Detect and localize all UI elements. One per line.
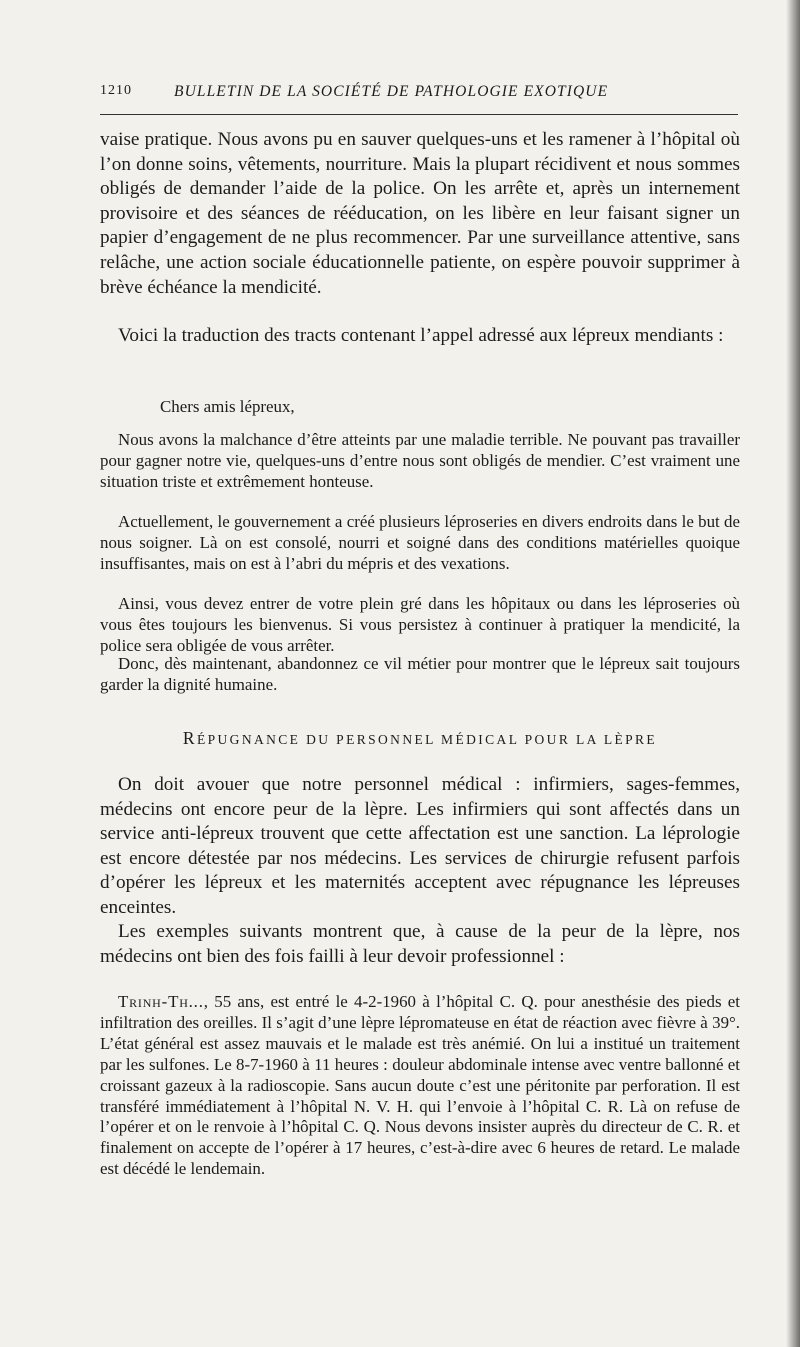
tract-paragraph-4: Donc, dès maintenant, abandonnez ce vil métier pour montrer que le lépreux sait toujours garder la dignité humaine.: [100, 654, 740, 694]
body-paragraph-3: On doit avouer que notre personnel médical : infirmiers, sages-femmes, médecins ont encore peur de la lèpre. Les infirmiers qui sont affectés dans un service anti-lépreux trouvent que cette affectation est une sanction. La léprologie est encore détestée par nos médecins. Les services de chirurgie refusent parfois d’opérer les lépreux et les maternités acceptent avec répugnance les lépreuses enceintes.: [100, 774, 740, 918]
body-paragraph-4: Les exemples suivants montrent que, à cause de la peur de la lèpre, nos médecins ont bien des fois failli à leur devoir professionnel :: [100, 921, 740, 967]
section-heading-initial: R: [182, 728, 197, 748]
tract-paragraph-2: Actuellement, le gouvernement a créé plusieurs léproseries en divers endroits dans le but de nous soigner. Là on est consolé, nourri et soigné dans des conditions matérielles quoique insuffisantes, mais on est à l’abri du mépris et des vexations.: [100, 512, 740, 573]
patient-name: Trinh-Th...: [118, 992, 204, 1011]
page-number: 1210: [100, 83, 132, 98]
tract-paragraph-3: Ainsi, vous devez entrer de votre plein gré dans les hôpitaux ou dans les léproseries où vous êtes toujours les bienvenus. Si vous persistez à continuer à pratiquer la mendicité, la police sera obligée de vous arrêter.: [100, 594, 740, 655]
running-header: [100, 80, 740, 106]
tract-salutation: Chers amis lépreux,: [160, 397, 295, 416]
header-rule: [100, 114, 738, 115]
case-report-paragraph: [100, 992, 740, 1180]
body-paragraph-1: vaise pratique. Nous avons pu en sauver quelques-uns et les ramener à l’hôpital où l’on donne soins, vêtements, nourriture. Mais la plupart récidivent et nous sommes obligés de demander l’aide de la police. On les arrête et, après un internement provisoire et des séances de rééducation, on les libère en leur faisant signer un papier d’engagement de ne plus recommencer. Par une surveillance attentive, sans relâche, une action sociale éducationnelle patiente, on espère pouvoir supprimer à brève échéance la mendicité.: [100, 129, 740, 298]
binding-shadow: [786, 0, 800, 1347]
body-paragraph-2: Voici la traduction des tracts contenant l’appel adressé aux lépreux mendiants :: [118, 325, 724, 346]
case-report-text: , 55 ans, est entré le 4-2-1960 à l’hôpital C. Q. pour anesthésie des pieds et infiltration des oreilles. Il s’agit d’une lèpre lépromateuse en état de réaction avec fièvre à 39°. L’état général est assez mauvais et le malade est très anémié. On lui a institué un traitement par les sulfones. Le 8-7-1960 à 11 heures : douleur abdominale intense avec ventre ballonné et croissant gazeux à la radioscopie. Sans aucun doute c’est une péritonite par perforation. Il est transféré immédiatement à l’hôpital N. V. H. qui l’envoie à l’hôpital C. R. Là on refuse de l’opérer et on le renvoie à l’hôpital C. Q. Nous devons insister auprès du directeur de C. R. et finalement on accepte de l’opérer à 17 heures, c’est-à-dire avec 6 heures de retard. Le malade est décédé le lendemain.: [100, 992, 740, 1179]
section-heading: [100, 728, 740, 749]
section-heading-text: ÉPUGNANCE DU PERSONNEL MÉDICAL POUR LA LÈPRE: [196, 732, 658, 747]
tract-paragraph-1: Nous avons la malchance d’être atteints par une maladie terrible. Ne pouvant pas travailler pour gagner notre vie, quelques-uns d’entre nous sont obligés de mendier. C’est vraiment une situation triste et extrêmement honteuse.: [100, 430, 740, 491]
journal-title: BULLETIN DE LA SOCIÉTÉ DE PATHOLOGIE EXOTIQUE: [174, 83, 609, 100]
